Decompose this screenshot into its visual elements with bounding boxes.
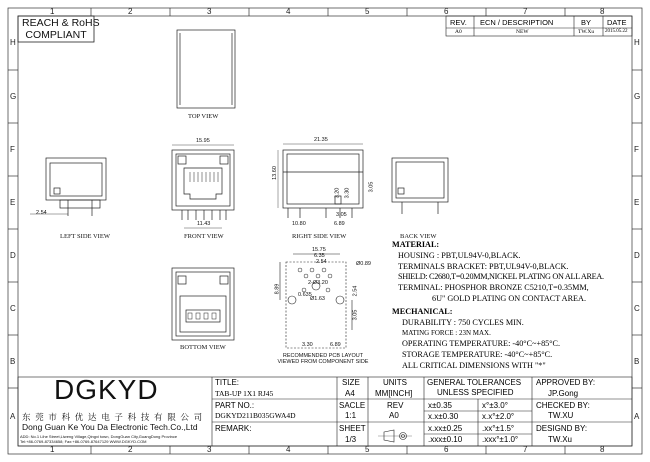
ruler-right-A: A (634, 412, 640, 421)
title-label: TITLE: (215, 378, 240, 387)
caption-pcb-line-2: VIEWED FROM COMPONENT SIDE (277, 359, 369, 365)
dim-pcb-h: 3.05 (352, 309, 359, 321)
ruler-left-D: D (10, 251, 16, 260)
ruler-right-F: F (634, 145, 639, 154)
rev-header-date: DATE (607, 18, 627, 27)
approved-label: APPROVED BY: (536, 378, 596, 387)
dim-front-width: 15.95 (196, 138, 210, 144)
size-value: A4 (345, 389, 355, 398)
ruler-left-E: E (10, 198, 16, 207)
dim-side-a: 10.80 (292, 221, 306, 227)
rev-row-rev: A0 (455, 29, 462, 35)
dim-back-height: 3.05 (368, 181, 375, 193)
caption-pcb-line-1: RECOMMENDED PCB LAYOUT (282, 353, 364, 359)
ruler-left-B: B (10, 357, 16, 366)
dim-side-c: 6.89 (334, 221, 345, 227)
ruler-top-8: 8 (600, 7, 605, 16)
company-logo: DGKYD (54, 374, 159, 405)
sheet-value: 1/3 (345, 435, 357, 444)
ruler-top-3: 3 (207, 7, 212, 16)
mechanical-line: ALL CRITICAL DIMENSIONS WITH "*" (402, 360, 546, 370)
ruler-bottom-1: 1 (50, 445, 55, 454)
rev-header-ecn: ECN / DESCRIPTION (480, 18, 554, 27)
dim-pcb-i: 2-Ø3.20 (308, 280, 328, 286)
ruler-top-1: 1 (50, 7, 55, 16)
dim-side-width: 21.35 (314, 137, 328, 143)
designed-label: DESIGND BY: (536, 424, 588, 433)
caption-top-view: TOP VIEW (188, 113, 219, 120)
dim-side-height: 13.60 (271, 166, 278, 180)
scale-value: 1:1 (345, 411, 357, 420)
checked-value: TW.XU (548, 411, 574, 420)
tolerance-linear: x±0.35 (428, 401, 452, 410)
ruler-right-D: D (634, 251, 640, 260)
ruler-left-G: G (10, 92, 17, 101)
caption-bottom-view: BOTTOM VIEW (180, 344, 226, 351)
rev-row-by: TW.Xu (578, 29, 595, 35)
tolerance-linear: .xxx±0.10 (428, 435, 463, 444)
dim-front-inner: 11.43 (197, 221, 211, 227)
size-label: SIZE (342, 378, 360, 387)
ruler-right-E: E (634, 198, 640, 207)
dim-pcb-k: 6.89 (330, 342, 341, 348)
checked-label: CHECKED BY: (536, 401, 590, 410)
ruler-top-2: 2 (128, 7, 133, 16)
ruler-left-F: F (10, 145, 15, 154)
part-label: PART NO.: (215, 401, 255, 410)
material-line: HOUSING : PBT,UL94V-0,BLACK. (398, 250, 521, 260)
ruler-top-5: 5 (365, 7, 370, 16)
material-line: 6U" GOLD PLATING ON CONTACT AREA. (432, 293, 587, 303)
dim-pcb-g: 2.54 (352, 285, 359, 297)
tolerance-angular: x°±3.0° (482, 401, 508, 410)
caption-right-side-view: RIGHT SIDE VIEW (292, 233, 347, 240)
dim-pcb-a: 6.35 (314, 253, 325, 259)
ruler-right-C: C (634, 304, 640, 313)
tolerance-title-1: GENERAL TOLERANCES (427, 378, 522, 387)
title-value: TAB-UP 1X1 RJ45 (215, 389, 274, 398)
ruler-left-C: C (10, 304, 16, 313)
ruler-bottom-6: 6 (444, 445, 449, 454)
dim-pcb-top: 15.75 (312, 247, 326, 253)
approved-value: JP.Gong (548, 389, 579, 398)
compliance-line-2: COMPLIANT (25, 29, 87, 41)
ruler-bottom-5: 5 (365, 445, 370, 454)
mechanical-line: STORAGE TEMPERATURE: -40°C~+85°C. (402, 349, 553, 359)
rev-header-by: BY (581, 18, 592, 27)
company-address: ADD: No.1 Lihe Street,Liweng Village,Qingxi town, DongGuan City,GuangDong Province (20, 434, 178, 439)
rev-value: A0 (389, 411, 399, 420)
ruler-bottom-3: 3 (207, 445, 212, 454)
tolerance-title-2: UNLESS SPECIFIED (437, 388, 514, 397)
dim-side-e: 3.30 (344, 187, 351, 199)
projection-symbol (378, 430, 412, 442)
tolerance-angular: x.x°±2.0° (482, 412, 515, 421)
dim-side-b: 3.05 (336, 212, 347, 218)
material-line: TERMINAL: PHOSPHOR BRONZE C5210,T=0.35MM, (398, 283, 589, 293)
rev-label: REV (387, 401, 404, 410)
compliance-line-1: REACH & RoHS (22, 17, 100, 29)
ruler-right-B: B (634, 357, 640, 366)
remark-label: REMARK: (215, 424, 252, 433)
dim-side-d: 3.20 (334, 187, 341, 199)
dim-pcb-e: Ø1.63 (310, 296, 325, 302)
ruler-right-G: G (634, 92, 641, 101)
designed-value: TW.Xu (548, 435, 573, 444)
dim-pcb-d: 8.89 (274, 283, 281, 295)
material-line: TERMINALS BRACKET: PBT,UL94V-0,BLACK. (398, 261, 569, 271)
ruler-bottom-4: 4 (286, 445, 291, 454)
scale-label: SACLE (339, 401, 366, 410)
ruler-bottom-8: 8 (600, 445, 605, 454)
caption-front-view: FRONT VIEW (184, 233, 224, 240)
ruler-top-7: 7 (523, 7, 528, 16)
dim-pcb-j: 3.30 (302, 342, 313, 348)
dim-left-offset: 2.54 (36, 210, 47, 216)
part-value: DGKYD211B035GWA4D (215, 411, 296, 420)
rev-row-date: 2015.05.22 (605, 29, 628, 34)
ruler-top-4: 4 (286, 7, 291, 16)
company-contact: Tel:+86-0769-87334658; Fax:+86-0769-87647129 WWW.DGKYD.COM (20, 439, 147, 444)
material-title: MATERIAL: (392, 240, 440, 249)
material-line: SHIELD: C2680,T=0.20MM,NICKEL PLATING ON ALL AREA. (398, 272, 604, 282)
dim-pcb-b: 2.54 (316, 259, 327, 265)
caption-left-side-view: LEFT SIDE VIEW (60, 233, 110, 240)
rev-row-ecn: NEW (516, 29, 529, 35)
tolerance-linear: x.x±0.30 (428, 412, 459, 421)
rev-header-rev: REV. (450, 18, 467, 27)
mechanical-line: OPERATING TEMPERATURE: -40°C~+85°C. (402, 339, 561, 349)
ruler-right-H: H (634, 38, 640, 47)
units-value: MM[INCH] (375, 389, 413, 398)
mechanical-title: MECHANICAL: (392, 306, 453, 316)
tolerance-angular: .xxx°±1.0° (482, 435, 519, 444)
tolerance-linear: x.xx±0.25 (428, 424, 463, 433)
company-name-cn: 东 莞 市 科 优 达 电 子 科 技 有 限 公 司 (22, 413, 204, 423)
ruler-bottom-7: 7 (523, 445, 528, 454)
dim-pcb-f: 0.635 (298, 292, 312, 298)
company-name-en: Dong Guan Ke You Da Electronic Tech.Co.,Ltd (22, 422, 198, 432)
sheet-label: SHEET (339, 424, 366, 433)
units-label: UNITS (383, 378, 407, 387)
dim-pcb-c: Ø0.89 (356, 261, 371, 267)
ruler-top-6: 6 (444, 7, 449, 16)
tolerance-angular: .xx°±1.5° (482, 424, 515, 433)
mechanical-line: DURABILITY : 750 CYCLES MIN. (402, 317, 524, 327)
ruler-bottom-2: 2 (128, 445, 133, 454)
caption-back-view: BACK VIEW (400, 233, 437, 240)
ruler-left-A: A (10, 412, 16, 421)
ruler-left-H: H (10, 38, 16, 47)
mechanical-line: MATING FORCE : 23N MAX. (402, 329, 491, 338)
